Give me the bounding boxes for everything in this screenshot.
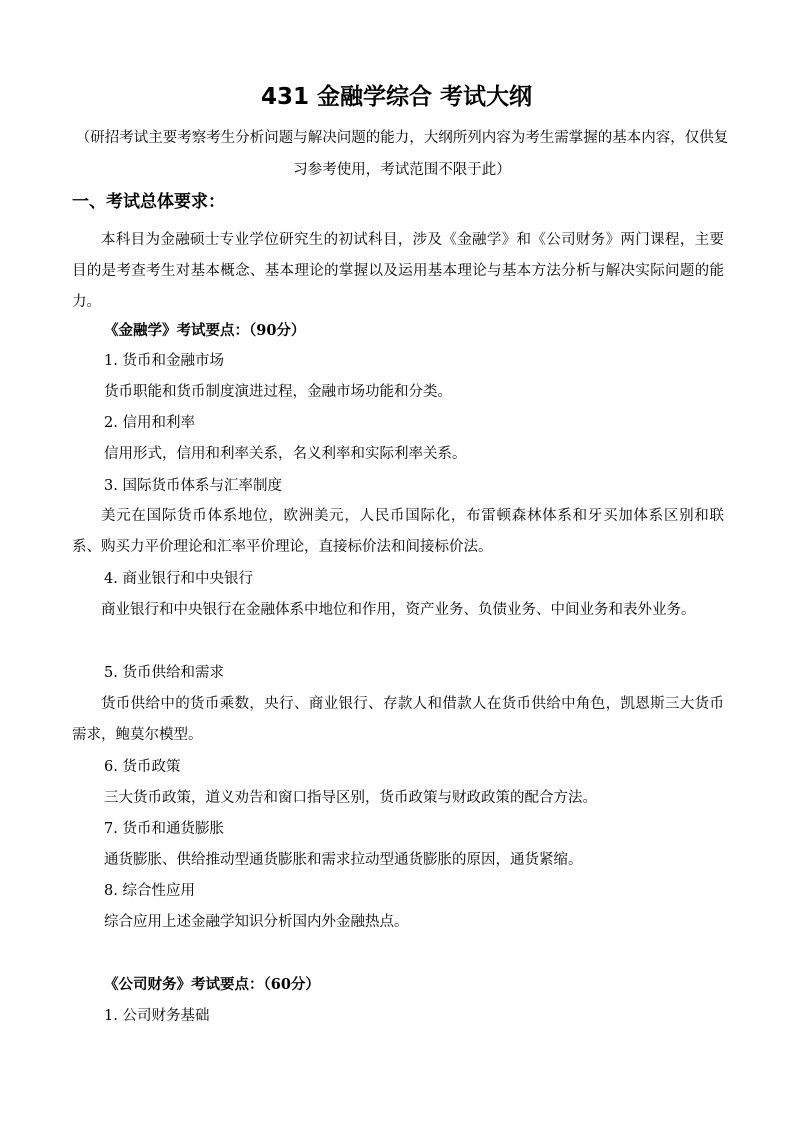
document-title: 431 金融学综合 考试大纲 [260,84,533,110]
finance-item-title: 1. 货币和金融市场 [104,353,224,369]
finance-item-title: 3. 国际货币体系与汇率制度 [104,478,282,494]
finance-item-desc: 通货膨胀、供给推动型通货膨胀和需求拉动型通货膨胀的原因，通货紧缩。 [104,852,583,868]
finance-item-desc: 信用形式，信用和利率关系，名义利率和实际利率关系。 [104,446,467,462]
finance-item-title: 5. 货币供给和需求 [104,665,224,681]
finance-item-title: 6. 货币政策 [104,759,181,775]
corporate-section-heading: 《公司财务》考试要点：（60分） [104,976,320,993]
finance-item-desc: 综合应用上述金融学知识分析国内外金融热点。 [104,914,409,930]
finance-item-title: 7. 货币和通货膨胀 [104,821,224,837]
finance-item-title: 4. 商业银行和中央银行 [104,571,253,587]
finance-item-title: 2. 信用和利率 [104,415,195,431]
section-heading-general-requirements: 一、考试总体要求： [72,192,225,212]
finance-item-title: 8. 综合性应用 [104,883,195,899]
scope-note: （研招考试主要考察考生分析问题与解决问题的能力，大纲所列内容为考生需掌握的基本内容，仅供复习参考使用，考试范围不限于此） [75,130,729,178]
finance-item-desc: 货币供给中的货币乘数，央行、商业银行、存款人和借款人在货币供给中角色，凯恩斯三大货币需求，鲍莫尔模型。 [72,696,724,743]
intro-paragraph: 本科目为金融硕士专业学位研究生的初试科目，涉及《金融学》和《公司财务》两门课程，主要目的是考查考生对基本概念、基本理论的掌握以及运用基本理论与基本方法分析与解决实际问题的能力。 [72,232,724,310]
finance-item-desc: 商业银行和中央银行在金融体系中地位和作用，资产业务、负债业务、中间业务和表外业务。 [101,602,696,618]
finance-item-desc: 三大货币政策，道义劝告和窗口指导区别，货币政策与财政政策的配合方法。 [104,790,597,806]
finance-item-desc: 货币职能和货币制度演进过程，金融市场功能和分类。 [104,384,452,400]
finance-section-heading: 《金融学》考试要点：（90分） [104,322,306,339]
finance-item-desc: 美元在国际货币体系地位，欧洲美元，人民币国际化，布雷顿森林体系和牙买加体系区别和联系、购买力平价理论和汇率平价理论，直接标价法和间接标价法。 [72,508,724,555]
corporate-item-title: 1. 公司财务基础 [104,1008,210,1024]
